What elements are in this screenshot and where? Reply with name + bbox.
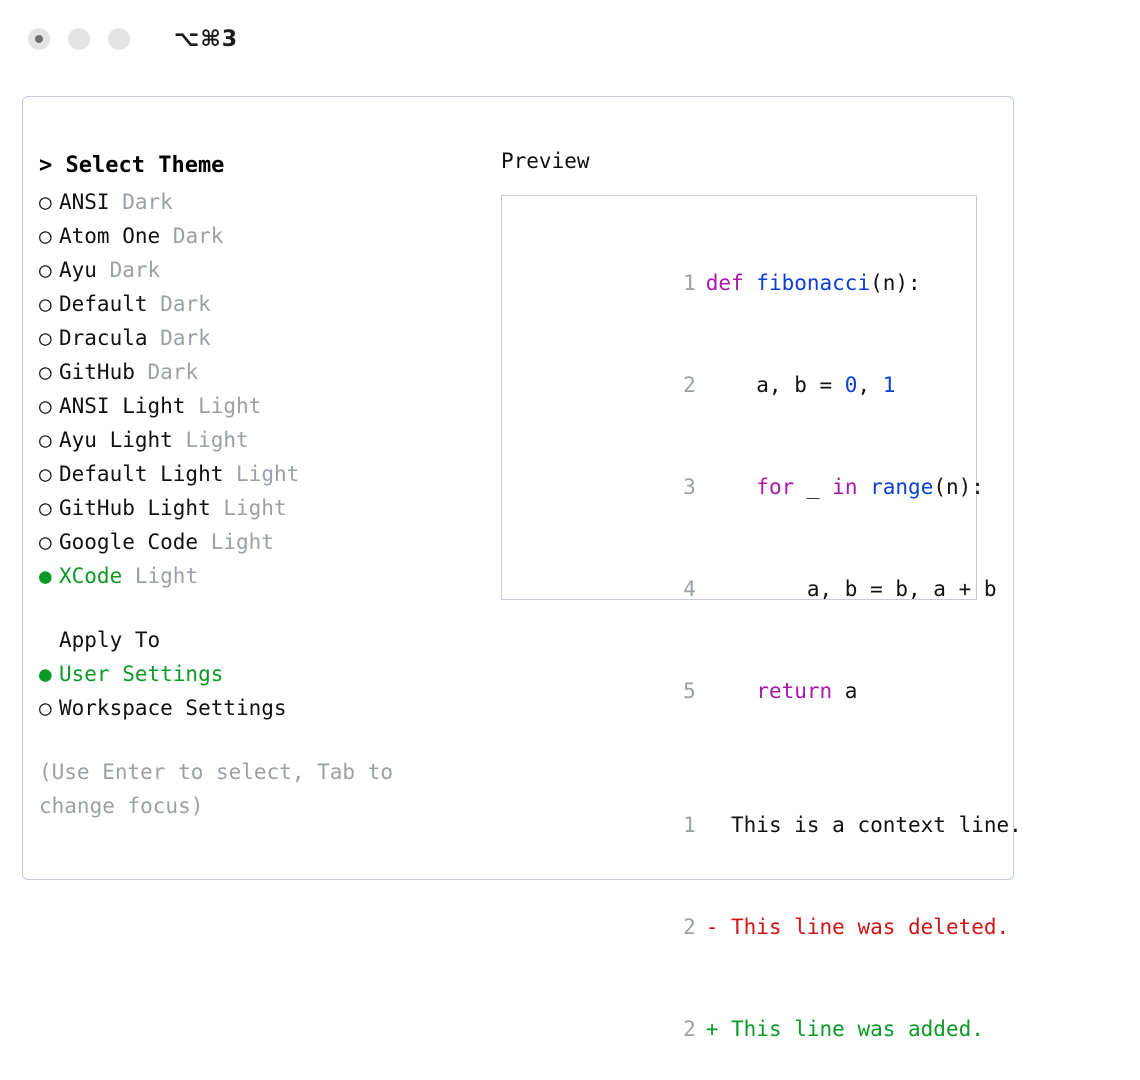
theme-list-item[interactable] <box>39 457 469 491</box>
code-token: , <box>857 373 883 397</box>
close-button-icon[interactable] <box>28 28 50 50</box>
code-token: (n): <box>933 475 984 499</box>
preview-column <box>501 149 1022 1041</box>
code-token: a, b = b, a + b <box>705 577 997 601</box>
code-token: fibonacci <box>756 271 871 295</box>
theme-name: Ayu <box>59 258 97 282</box>
theme-variant: Dark <box>147 360 199 384</box>
preview-box <box>501 195 1022 1041</box>
theme-name: Atom One <box>59 224 161 248</box>
theme-list-item[interactable] <box>39 287 469 321</box>
line-number: 2 <box>683 373 696 397</box>
theme-list-item[interactable] <box>39 321 469 355</box>
theme-list-item[interactable] <box>39 525 469 559</box>
theme-variant: Dark <box>109 258 161 282</box>
theme-list-item[interactable] <box>39 423 469 457</box>
theme-variant: Light <box>210 530 274 554</box>
theme-name: Ayu Light <box>59 428 173 452</box>
code-token <box>706 475 757 499</box>
radio-icon[interactable]: ○ <box>39 326 52 350</box>
code-token: for <box>756 475 795 499</box>
code-token: 1 <box>882 373 896 397</box>
theme-list-item[interactable] <box>39 355 469 389</box>
code-token: def <box>705 271 757 295</box>
theme-variant: Light <box>198 394 262 418</box>
diff-text: This line was added. <box>718 1017 984 1041</box>
apply-to-option-label: Workspace Settings <box>59 696 287 720</box>
theme-name: ANSI <box>59 190 110 214</box>
code-line <box>502 232 976 334</box>
apply-to-option-user-settings[interactable] <box>39 657 469 691</box>
line-number: 1 <box>683 271 696 295</box>
theme-list-item[interactable] <box>39 185 469 219</box>
diff-text: This is a context line. <box>718 813 1022 837</box>
code-line <box>502 640 976 742</box>
theme-variant: Light <box>236 462 300 486</box>
radio-icon[interactable]: ○ <box>39 696 52 720</box>
code-token: range <box>870 475 934 499</box>
line-number: 3 <box>683 475 696 499</box>
code-line <box>502 334 976 436</box>
line-number: 2 <box>683 915 696 939</box>
radio-icon[interactable]: ○ <box>39 360 52 384</box>
theme-name: Google Code <box>59 530 199 554</box>
code-token: return <box>756 679 833 703</box>
theme-name: ANSI Light <box>59 394 186 418</box>
radio-icon-selected[interactable]: ● <box>39 564 52 588</box>
theme-variant: Light <box>185 428 249 452</box>
line-number: 5 <box>683 679 696 703</box>
diff-line-deleted <box>502 876 1010 978</box>
radio-icon[interactable]: ○ <box>39 258 52 282</box>
theme-variant: Dark <box>172 224 224 248</box>
code-line <box>502 436 984 538</box>
theme-list-item-selected[interactable] <box>39 559 469 593</box>
zoom-button-icon[interactable] <box>108 28 130 50</box>
radio-icon[interactable]: ○ <box>39 496 52 520</box>
keyboard-hint: (Use Enter to select, Tab to change focus) <box>39 760 394 818</box>
theme-variant: Light <box>223 496 287 520</box>
theme-list-item[interactable] <box>39 219 469 253</box>
theme-selector-panel <box>22 96 1022 1041</box>
preview-title: Preview <box>501 149 590 173</box>
radio-icon[interactable]: ○ <box>39 224 52 248</box>
apply-to-option-label: User Settings <box>59 662 224 686</box>
theme-variant: Dark <box>160 326 211 350</box>
apply-to-option-workspace-settings[interactable] <box>39 691 469 725</box>
diff-line-context <box>502 774 1022 876</box>
line-number: 1 <box>683 813 696 837</box>
theme-list-item[interactable] <box>39 491 469 525</box>
theme-list-column <box>39 149 469 823</box>
apply-to-title: Apply To <box>59 628 161 652</box>
theme-name: Default <box>59 292 148 316</box>
diff-marker <box>706 813 719 837</box>
line-number: 4 <box>683 577 696 601</box>
radio-icon[interactable]: ○ <box>39 292 52 316</box>
code-token: _ <box>794 475 833 499</box>
radio-icon[interactable]: ○ <box>39 428 52 452</box>
theme-list-item[interactable] <box>39 389 469 423</box>
theme-variant: Dark <box>160 292 211 316</box>
radio-icon-selected[interactable]: ● <box>39 662 52 686</box>
code-line <box>502 538 997 640</box>
code-token <box>706 679 757 703</box>
radio-icon[interactable]: ○ <box>39 190 52 214</box>
theme-name: GitHub Light <box>59 496 211 520</box>
theme-variant: Dark <box>122 190 173 214</box>
shortcut-label: ⌥⌘3 <box>174 26 239 52</box>
title-bar <box>0 0 1140 78</box>
radio-icon[interactable]: ○ <box>39 394 52 418</box>
theme-name: GitHub <box>59 360 135 384</box>
diff-marker: + <box>705 1017 719 1041</box>
line-number: 2 <box>683 1017 696 1041</box>
diff-text: This line was deleted. <box>718 915 1010 939</box>
code-token: in <box>832 475 858 499</box>
minimize-button-icon[interactable] <box>68 28 90 50</box>
theme-name: XCode <box>59 564 123 588</box>
code-token: (n): <box>870 271 921 295</box>
diff-marker: - <box>705 915 719 939</box>
select-theme-header: > Select Theme <box>39 153 225 178</box>
theme-variant: Light <box>134 564 199 588</box>
code-token: a <box>832 679 858 703</box>
diff-line-added <box>502 978 984 1080</box>
theme-list-item[interactable] <box>39 253 469 287</box>
code-token: 0 <box>844 373 858 397</box>
radio-icon[interactable]: ○ <box>39 462 52 486</box>
radio-icon[interactable]: ○ <box>39 530 52 554</box>
theme-name: Default Light <box>59 462 224 486</box>
code-token <box>857 475 870 499</box>
theme-name: Dracula <box>59 326 148 350</box>
code-token: a, b = <box>705 373 845 397</box>
